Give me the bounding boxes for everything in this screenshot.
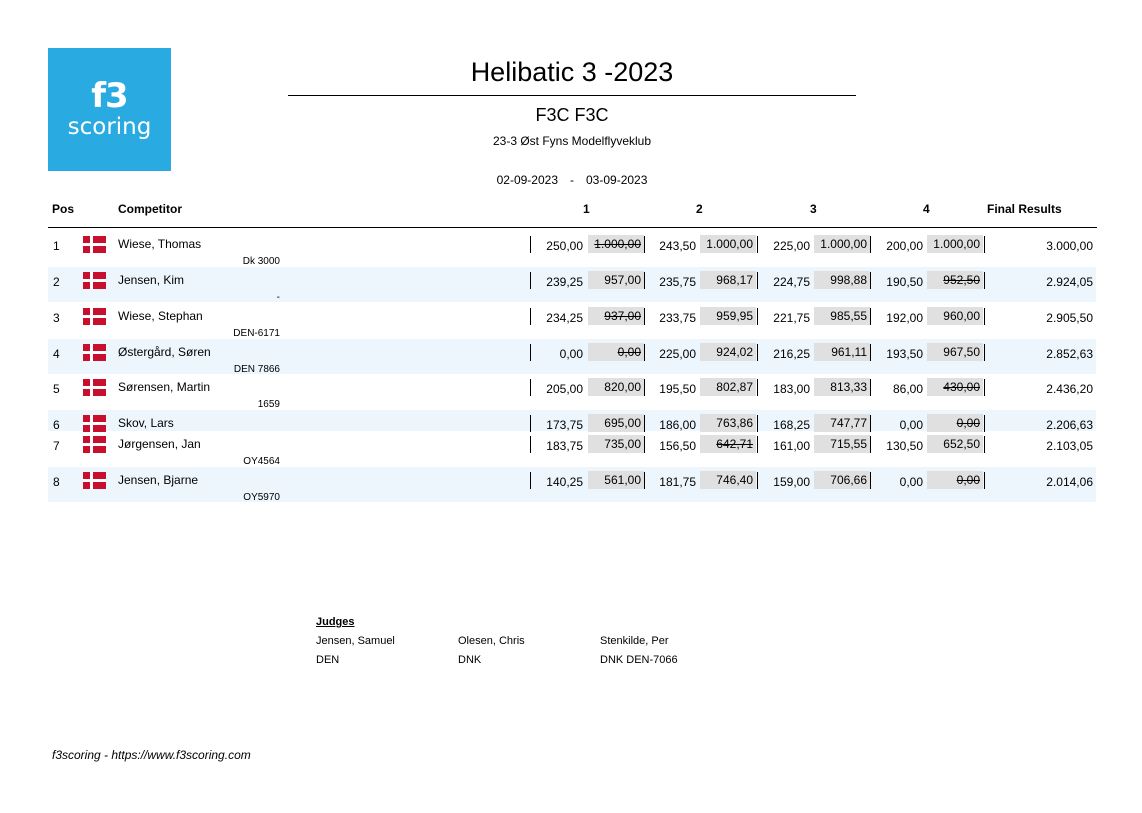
judge-country: DNK DEN-7066 <box>600 654 678 666</box>
competitor-license: OY4564 <box>243 456 280 467</box>
round-raw-score: 233,75 <box>659 311 696 325</box>
date-end: 03-09-2023 <box>586 173 648 187</box>
judge-name: Stenkilde, Per <box>600 635 669 647</box>
column-divider <box>644 472 645 489</box>
table-row <box>48 267 1096 302</box>
column-divider <box>530 472 531 489</box>
round-raw-score: 224,75 <box>773 275 810 289</box>
table-row <box>48 339 1096 374</box>
round-raw-score: 86,00 <box>892 382 923 396</box>
round-raw-score: 239,25 <box>546 275 583 289</box>
final-result: 2.206,63 <box>1046 418 1093 432</box>
round-raw-score: 168,25 <box>773 418 810 432</box>
column-divider <box>757 308 758 325</box>
round-raw-score: 205,00 <box>546 382 583 396</box>
event-club: 23-3 Øst Fyns Modelflyveklub <box>492 134 652 148</box>
final-result: 2.014,06 <box>1046 475 1093 489</box>
column-divider <box>644 415 645 432</box>
round-raw-score: 200,00 <box>886 239 923 253</box>
round-normalized-score: 652,50 <box>927 435 983 453</box>
round-raw-score: 0,00 <box>899 418 923 432</box>
round-normalized-score-dropped: 430,00 <box>927 378 983 396</box>
round-normalized-score: 763,86 <box>700 414 756 432</box>
competitor-name: Sørensen, Martin <box>118 380 211 394</box>
header-round-4: 4 <box>923 202 930 216</box>
logo-text-scoring: scoring <box>67 114 152 140</box>
round-normalized-score: 561,00 <box>588 471 644 489</box>
column-divider <box>644 436 645 453</box>
round-raw-score: 0,00 <box>559 347 583 361</box>
round-normalized-score: 924,02 <box>700 343 756 361</box>
column-divider <box>530 415 531 432</box>
round-normalized-score: 960,00 <box>927 307 983 325</box>
row-position: 5 <box>53 382 60 396</box>
round-raw-score: 159,00 <box>773 475 810 489</box>
table-row <box>48 374 1096 410</box>
row-position: 7 <box>53 439 60 453</box>
round-raw-score: 225,00 <box>659 347 696 361</box>
round-normalized-score: 959,95 <box>700 307 756 325</box>
round-raw-score: 183,75 <box>546 439 583 453</box>
round-normalized-score: 961,11 <box>814 343 870 361</box>
column-divider <box>757 344 758 361</box>
round-normalized-score-dropped: 642,71 <box>700 435 756 453</box>
competitor-license: DEN-6171 <box>233 328 280 339</box>
denmark-flag-icon <box>83 379 106 396</box>
table-row <box>48 410 1096 431</box>
round-raw-score: 221,75 <box>773 311 810 325</box>
column-divider <box>870 272 871 289</box>
round-normalized-score: 802,87 <box>700 378 756 396</box>
f3scoring-logo <box>48 48 171 171</box>
final-result: 2.436,20 <box>1046 382 1093 396</box>
round-normalized-score: 968,17 <box>700 271 756 289</box>
round-normalized-score-dropped: 952,50 <box>927 271 983 289</box>
judge-name: Olesen, Chris <box>458 635 525 647</box>
event-class: F3C F3C <box>535 105 609 125</box>
competitor-license: OY5970 <box>243 492 280 503</box>
denmark-flag-icon <box>83 415 106 432</box>
round-raw-score: 250,00 <box>546 239 583 253</box>
round-raw-score: 235,75 <box>659 275 696 289</box>
round-normalized-score-dropped: 0,00 <box>588 343 644 361</box>
column-divider <box>870 236 871 253</box>
round-raw-score: 173,75 <box>546 418 583 432</box>
row-position: 6 <box>53 418 60 432</box>
round-raw-score: 192,00 <box>886 311 923 325</box>
round-raw-score: 193,50 <box>886 347 923 361</box>
competitor-name: Wiese, Stephan <box>118 309 203 323</box>
column-divider <box>530 272 531 289</box>
competitor-name: Jensen, Kim <box>118 273 185 287</box>
column-divider <box>644 236 645 253</box>
column-divider <box>644 272 645 289</box>
column-divider <box>530 379 531 396</box>
round-normalized-score: 735,00 <box>588 435 644 453</box>
column-divider <box>644 308 645 325</box>
round-normalized-score: 747,77 <box>814 414 870 432</box>
column-divider <box>644 379 645 396</box>
column-divider <box>757 236 758 253</box>
round-normalized-score-dropped: 0,00 <box>927 471 983 489</box>
column-divider <box>757 272 758 289</box>
table-row <box>48 231 1096 267</box>
column-divider <box>530 308 531 325</box>
denmark-flag-icon <box>83 236 106 253</box>
column-divider <box>530 236 531 253</box>
header-final-results: Final Results <box>987 202 1062 216</box>
event-dates <box>288 173 856 187</box>
header-competitor: Competitor <box>118 202 182 216</box>
round-normalized-score: 985,55 <box>814 307 870 325</box>
header-round-1: 1 <box>583 202 590 216</box>
competitor-license: Dk 3000 <box>242 256 280 267</box>
round-normalized-score: 1.000,00 <box>927 235 983 253</box>
table-row <box>48 303 1096 339</box>
column-divider <box>870 415 871 432</box>
denmark-flag-icon <box>83 344 106 361</box>
round-normalized-score: 813,33 <box>814 378 870 396</box>
round-raw-score: 216,25 <box>773 347 810 361</box>
row-position: 8 <box>53 475 60 489</box>
denmark-flag-icon <box>83 472 106 489</box>
competitor-name: Jensen, Bjarne <box>118 473 199 487</box>
column-divider <box>757 472 758 489</box>
competitor-license: 1659 <box>257 399 280 410</box>
round-normalized-score: 967,50 <box>927 343 983 361</box>
judges-title: Judges <box>316 616 355 628</box>
round-raw-score: 130,50 <box>886 439 923 453</box>
row-position: 2 <box>53 275 60 289</box>
round-normalized-score: 998,88 <box>814 271 870 289</box>
round-normalized-score-dropped: 0,00 <box>927 414 983 432</box>
column-divider <box>757 415 758 432</box>
round-raw-score: 0,00 <box>899 475 923 489</box>
denmark-flag-icon <box>83 308 106 325</box>
header-divider <box>48 227 1097 228</box>
competitor-name: Østergård, Søren <box>118 345 211 359</box>
title-divider <box>288 95 856 96</box>
event-title: Helibatic 3 -2023 <box>470 57 674 87</box>
judge-name: Jensen, Samuel <box>316 635 395 647</box>
final-result: 2.103,05 <box>1046 439 1093 453</box>
row-position: 3 <box>53 311 60 325</box>
column-divider <box>870 472 871 489</box>
round-normalized-score: 715,55 <box>814 435 870 453</box>
round-normalized-score: 820,00 <box>588 378 644 396</box>
round-raw-score: 156,50 <box>659 439 696 453</box>
column-divider <box>530 436 531 453</box>
final-result: 2.905,50 <box>1046 311 1093 325</box>
competitor-name: Wiese, Thomas <box>118 237 202 251</box>
competitor-license: DEN 7866 <box>233 364 280 375</box>
date-start: 02-09-2023 <box>496 173 558 187</box>
competitor-name: Jørgensen, Jan <box>118 437 201 451</box>
date-separator: - <box>570 173 574 187</box>
header-pos: Pos <box>52 202 75 216</box>
final-result: 3.000,00 <box>1046 239 1093 253</box>
column-divider <box>530 344 531 361</box>
round-raw-score: 243,50 <box>659 239 696 253</box>
column-divider <box>870 344 871 361</box>
column-divider <box>870 436 871 453</box>
column-divider <box>870 379 871 396</box>
round-normalized-score-dropped: 937,00 <box>588 307 644 325</box>
header-round-3: 3 <box>810 202 817 216</box>
round-raw-score: 225,00 <box>773 239 810 253</box>
round-raw-score: 186,00 <box>659 418 696 432</box>
denmark-flag-icon <box>83 436 106 453</box>
denmark-flag-icon <box>83 272 106 289</box>
final-result: 2.924,05 <box>1046 275 1093 289</box>
round-raw-score: 234,25 <box>546 311 583 325</box>
header-round-2: 2 <box>696 202 703 216</box>
row-position: 1 <box>53 239 60 253</box>
row-position: 4 <box>53 347 60 361</box>
competitor-license: - <box>276 292 280 303</box>
round-normalized-score: 1.000,00 <box>814 235 870 253</box>
judge-country: DEN <box>316 654 340 666</box>
round-raw-score: 181,75 <box>659 475 696 489</box>
round-raw-score: 140,25 <box>546 475 583 489</box>
round-normalized-score: 957,00 <box>588 271 644 289</box>
round-normalized-score: 1.000,00 <box>700 235 756 253</box>
footer-credit: f3scoring - https://www.f3scoring.com <box>52 748 251 762</box>
logo-text-f3: f3 <box>91 76 128 116</box>
column-divider <box>644 344 645 361</box>
round-raw-score: 161,00 <box>773 439 810 453</box>
competitor-name: Skov, Lars <box>118 416 174 430</box>
round-normalized-score: 695,00 <box>588 414 644 432</box>
column-divider <box>757 436 758 453</box>
column-divider <box>757 379 758 396</box>
column-divider <box>870 308 871 325</box>
round-raw-score: 195,50 <box>659 382 696 396</box>
final-result: 2.852,63 <box>1046 347 1093 361</box>
round-normalized-score-dropped: 1.000,00 <box>588 235 644 253</box>
round-raw-score: 190,50 <box>886 275 923 289</box>
round-raw-score: 183,00 <box>773 382 810 396</box>
judge-country: DNK <box>458 654 482 666</box>
round-normalized-score: 746,40 <box>700 471 756 489</box>
round-normalized-score: 706,66 <box>814 471 870 489</box>
table-row <box>48 431 1096 467</box>
table-row <box>48 467 1096 502</box>
